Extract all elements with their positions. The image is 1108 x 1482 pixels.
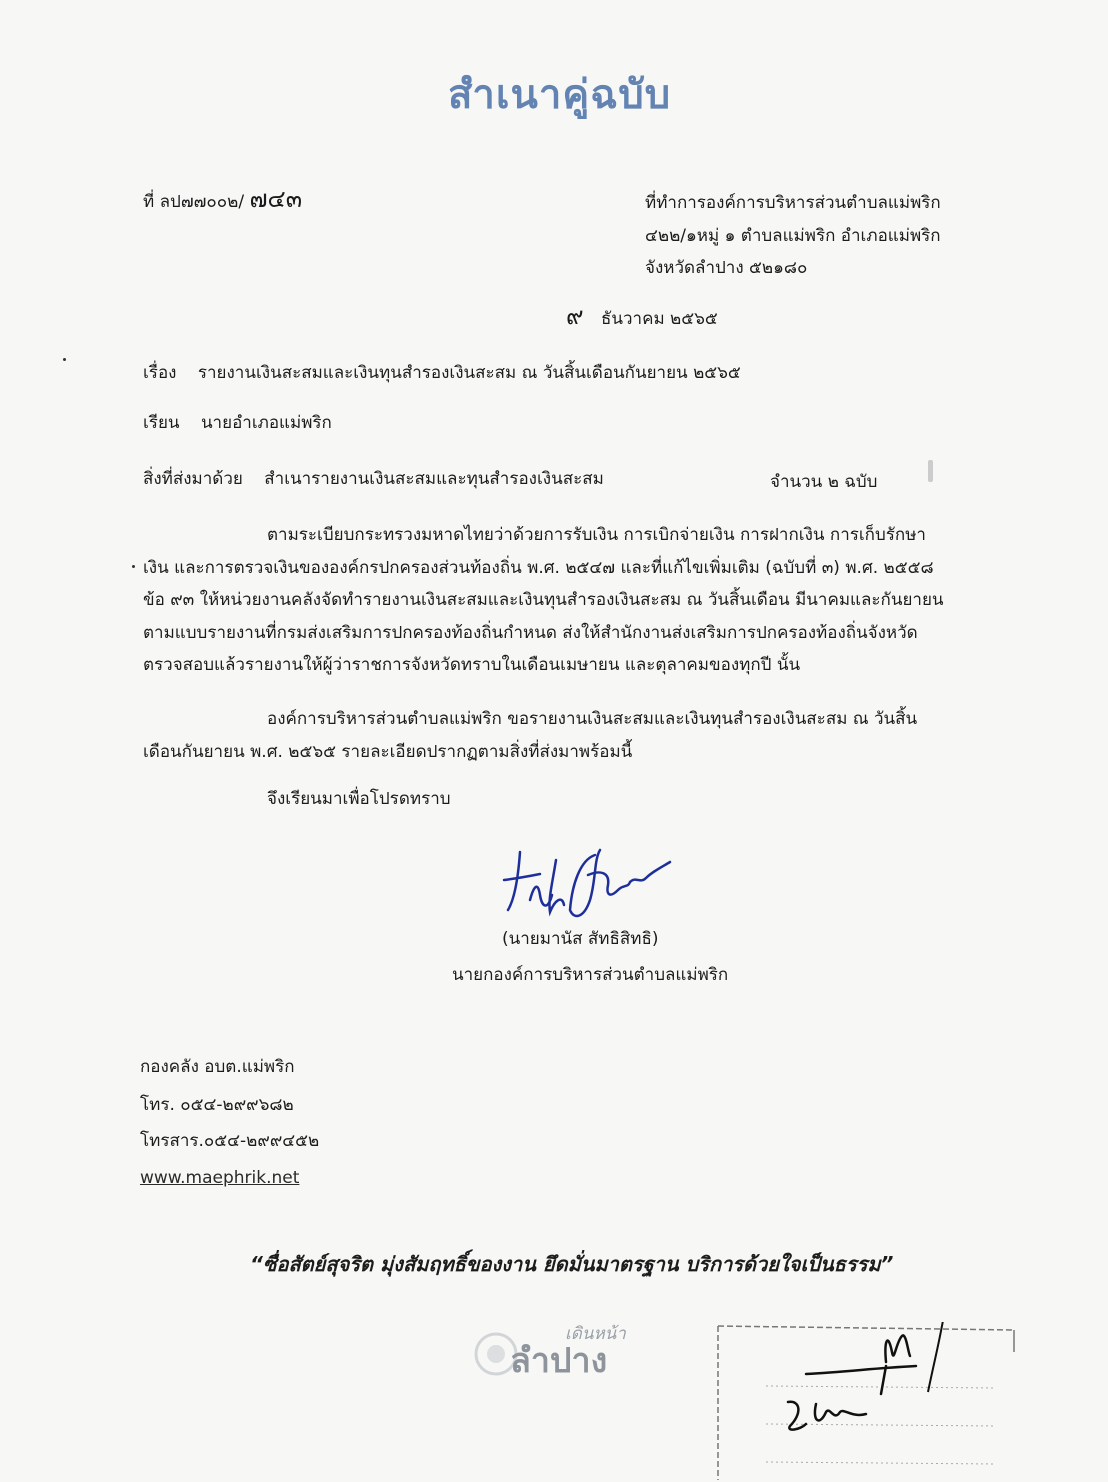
recipient-line: [143, 412, 332, 434]
logo-text-top: เดินหน้า: [565, 1324, 626, 1344]
contact-website-link[interactable]: www.maephrik.net: [140, 1168, 300, 1188]
address-line-1: ที่ทำการองค์การบริหารส่วนตำบลแม่พริก: [645, 193, 941, 213]
document-number-prefix: ที่ ลป๗๗๐๐๒/: [143, 192, 245, 212]
copy-stamp-title: สำเนาคู่ฉบับ: [448, 72, 672, 118]
enclosure-label: สิ่งที่ส่งมาด้วย: [143, 469, 243, 489]
paragraph-1-line-2: เงิน และการตรวจเงินขององค์กรปกครองส่วนท้องถิ่น พ.ศ. ๒๕๔๗ และที่แก้ไขเพิ่มเติม (ฉบับที่ ๓) พ.ศ. ๒๕๕๘: [143, 557, 934, 578]
address-line-3: จังหวัดลำปาง ๕๒๑๘๐: [645, 258, 808, 278]
contact-fax: โทรสาร.๐๕๔-๒๙๙๔๕๒: [140, 1131, 320, 1151]
body-paragraph-1: [143, 519, 963, 682]
margin-dot: [63, 358, 66, 361]
address-line-2: ๔๒๒/๑หมู่ ๑ ตำบลแม่พริก อำเภอแม่พริก: [645, 226, 941, 246]
recipient-label: เรียน: [143, 413, 180, 433]
body-paragraph-2: [143, 703, 963, 768]
closing-text: จึงเรียนมาเพื่อโปรดทราบ: [267, 789, 451, 809]
signatory-name: (นายมานัส สัทธิสิทธิ): [502, 929, 659, 949]
recipient-text: นายอำเภอแม่พริก: [200, 413, 332, 433]
document-date: [566, 302, 718, 330]
enclosure-text: สำเนารายงานเงินสะสมและทุนสำรองเงินสะสม: [264, 469, 604, 489]
organization-motto: “ซื่อสัตย์สุจริต มุ่งสัมฤทธิ์ของงาน ยึดมั่นมาตรฐาน บริการด้วยใจเป็นธรรม”: [250, 1252, 894, 1276]
signatory-position: นายกองค์การบริหารส่วนตำบลแม่พริก: [452, 965, 729, 985]
enclosure-quantity: จำนวน ๒ ฉบับ: [770, 472, 878, 492]
enclosure-line: [143, 468, 604, 490]
margin-dot: [132, 565, 135, 568]
paragraph-1-line-1: ตามระเบียบกระทรวงมหาดไทยว่าด้วยการรับเงิน การเบิกจ่ายเงิน การฝากเงิน การเก็บรักษา: [267, 525, 926, 545]
subject-label: เรื่อง: [143, 363, 177, 383]
document-number: [143, 185, 303, 213]
contact-phone: โทร. ๐๕๔-๒๙๙๖๘๒: [140, 1095, 294, 1115]
logo-text-main: ลำปาง: [510, 1341, 608, 1381]
paragraph-1-line-5: ตรวจสอบแล้วรายงานให้ผู้ว่าราชการจังหวัดทราบในเดือนเมษายน และตุลาคมของทุกปี นั้น: [143, 655, 801, 675]
subject-line: [143, 362, 741, 384]
paragraph-1-line-3: ข้อ ๙๓ ให้หน่วยงานคลังจัดทำรายงานเงินสะสมและเงินทุนสำรองเงินสะสม ณ วันสิ้นเดือน มีนาคมและกันยายน: [143, 590, 944, 610]
document-number-handwritten: ๗๔๓: [249, 185, 303, 213]
paragraph-1-line-4: ตามแบบรายงานที่กรมส่งเสริมการปกครองท้องถิ่นกำหนด ส่งให้สำนักงานส่งเสริมการปกครองท้องถิ่นจังหวัด: [143, 622, 918, 643]
scan-smudge: [928, 460, 933, 482]
paragraph-2-line-1: องค์การบริหารส่วนตำบลแม่พริก ขอรายงานเงินสะสมและเงินทุนสำรองเงินสะสม ณ วันสิ้น: [267, 709, 918, 729]
receipt-stamp-box: [716, 1322, 1016, 1482]
date-day-handwritten: ๙: [566, 302, 584, 330]
date-month-year: ธันวาคม ๒๕๖๕: [600, 309, 718, 329]
paragraph-2-line-2: เดือนกันยายน พ.ศ. ๒๕๖๕ รายละเอียดปรากฏตามสิ่งที่ส่งมาพร้อมนี้: [143, 741, 633, 762]
subject-text: รายงานเงินสะสมและเงินทุนสำรองเงินสะสม ณ วันสิ้นเดือนกันยายน ๒๕๖๕: [197, 363, 741, 383]
handwritten-signature: [500, 840, 675, 925]
contact-office: กองคลัง อบต.แม่พริก: [140, 1057, 295, 1077]
